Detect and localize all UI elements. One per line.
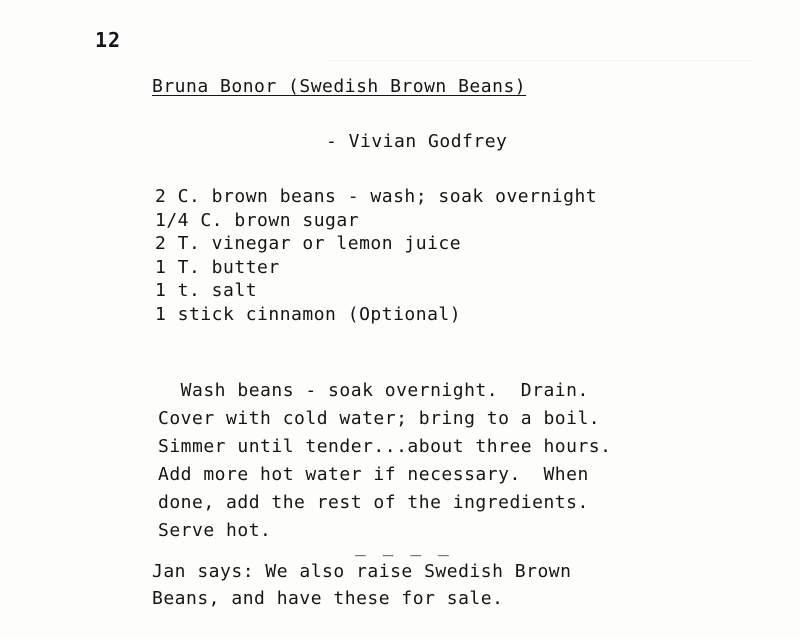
author-note [152,558,571,612]
ingredient-item: 1 t. salt [155,280,258,301]
directions-line: Cover with cold water; bring to a boil. [158,408,601,429]
directions-line: Simmer until tender...about three hours. [158,436,612,457]
page-number: 12 [95,28,122,52]
directions-line: Wash beans - soak overnight. Drain. [158,380,589,401]
recipe-directions [158,377,611,545]
ingredient-item: 2 C. brown beans - wash; soak overnight [155,186,598,207]
ingredient-item: 1 T. butter [155,256,280,278]
recipe-title: Bruna Bonor (Swedish Brown Beans) [152,76,527,97]
directions-line: Add more hot water if necessary. When [158,464,589,485]
ingredient-list [155,185,597,326]
ingredient-item: 1/4 C. brown sugar [155,209,360,231]
section-separator: _ _ _ _ [355,536,452,557]
directions-line: Serve hot. [158,520,272,541]
recipe-author: - Vivian Godfrey [326,131,508,152]
ingredient-item: 1 stick cinnamon (Optional) [155,303,462,325]
ingredient-item: 2 T. vinegar or lemon juice [155,233,462,254]
note-line: Jan says: We also raise Swedish Brown [152,561,572,582]
note-line: Beans, and have these for sale. [152,588,504,609]
directions-line: done, add the rest of the ingredients. [158,492,589,513]
